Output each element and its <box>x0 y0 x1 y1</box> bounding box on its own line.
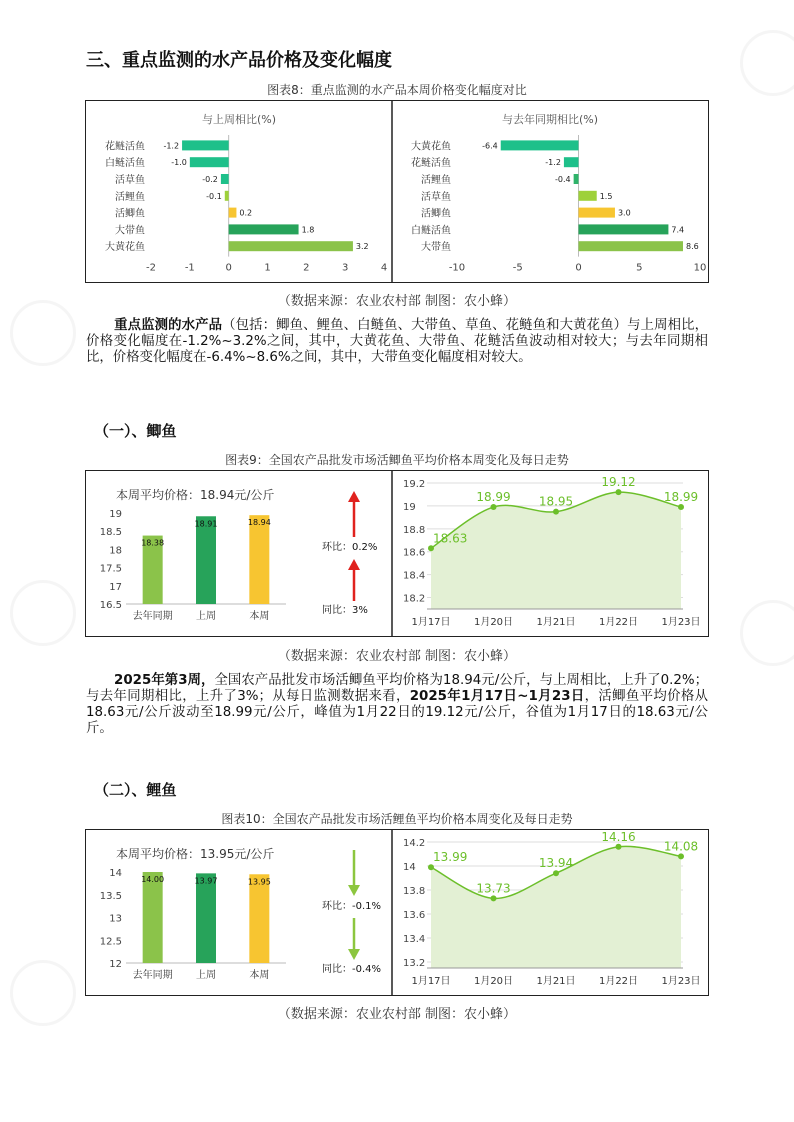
category-label: 活鲫鱼 <box>421 208 451 220</box>
bar <box>229 208 237 218</box>
category-label: 去年同期 <box>132 970 173 981</box>
x-tick-label: 1月20日 <box>473 976 514 987</box>
tick-label: 12 <box>109 959 122 970</box>
data-label: 18.95 <box>538 494 574 509</box>
tick-label: 19 <box>403 501 416 513</box>
data-point <box>678 504 684 510</box>
tick-label: 13.5 <box>99 890 122 902</box>
data-point <box>491 895 497 901</box>
tick-label: 13.2 <box>403 958 426 969</box>
category-label: 花鲢活鱼 <box>105 141 145 153</box>
figure-9-source: （数据来源：农业农村部 制图：农小蜂） <box>277 649 517 664</box>
data-point <box>491 504 497 510</box>
category-label: 活鲤鱼 <box>115 191 145 203</box>
tick-label: 18 <box>109 545 122 557</box>
data-label: 13.95 <box>247 877 271 887</box>
tick-label: 14.2 <box>403 838 426 849</box>
bar <box>249 515 269 604</box>
x-tick-label: 1月23日 <box>661 617 701 628</box>
figure-10-source: （数据来源：农业农村部 制图：农小蜂） <box>277 1007 517 1022</box>
data-label: -0.2 <box>202 175 218 184</box>
category-label: 白鲢活鱼 <box>105 158 145 170</box>
figure-8-caption: 图表8：重点监测的水产品本周价格变化幅度对比 <box>267 83 527 97</box>
tick-label: -2 <box>146 262 156 274</box>
carp-price-charts <box>86 830 708 995</box>
tick-label: 10 <box>693 262 707 274</box>
category-label: 活草鱼 <box>115 175 145 186</box>
data-label: 14.08 <box>663 839 699 854</box>
average-price-label: 本周平均价格：13.95元/公斤 <box>116 847 275 861</box>
bar <box>182 140 229 150</box>
tick-label: 17.5 <box>99 563 122 575</box>
category-label: 白鲢活鱼 <box>411 225 451 237</box>
x-tick-label: 1月21日 <box>536 617 576 628</box>
category-label: 大黄花鱼 <box>411 141 451 153</box>
bar <box>229 241 353 251</box>
x-tick-label: 1月17日 <box>411 976 451 987</box>
bar <box>229 224 299 234</box>
chart-title: 与去年同期相比(%) <box>501 113 599 126</box>
bar <box>196 873 216 963</box>
data-label: 18.38 <box>141 538 165 548</box>
tick-label: 13.4 <box>403 934 426 945</box>
figure-10-caption: 图表10：全国农产品批发市场活鲤鱼平均价格本周变化及每日走势 <box>221 812 573 826</box>
tick-label: 16.5 <box>99 600 122 611</box>
bar <box>564 157 579 167</box>
tick-label: 2 <box>303 262 310 274</box>
section-crucian-title: （一）、鲫鱼 <box>94 422 177 440</box>
tick-label: 0 <box>575 262 582 274</box>
tick-label: 13.6 <box>403 910 426 921</box>
category-label: 活鲫鱼 <box>115 208 145 220</box>
arrow-head <box>348 491 360 502</box>
x-tick-label: 1月22日 <box>598 976 639 987</box>
crucian-price-charts <box>86 471 708 636</box>
para-bold: 2025年1月17日~1月23日 <box>409 689 585 704</box>
tick-label: 14 <box>403 862 416 873</box>
category-label: 大黄花鱼 <box>105 242 145 254</box>
data-label: -0.4 <box>555 175 571 184</box>
data-label: 13.99 <box>433 850 468 865</box>
data-label: -1.0 <box>171 158 187 168</box>
data-label: 0.2 <box>239 208 253 218</box>
bar <box>579 224 669 234</box>
tick-label: -1 <box>184 262 195 274</box>
bar <box>225 191 229 201</box>
bar <box>196 516 216 604</box>
data-label: 13.94 <box>538 856 574 871</box>
average-price-label: 本周平均价格：18.94元/公斤 <box>116 488 275 502</box>
data-label: -0.1 <box>206 191 222 201</box>
data-point <box>616 489 622 495</box>
category-label: 本周 <box>249 611 270 622</box>
section-carp-title: （二）、鲤鱼 <box>94 781 177 799</box>
arrow-head <box>348 559 360 570</box>
change-comparison-charts <box>86 101 708 282</box>
para-text: 全国农产品批发市场活鲫鱼平均价格为18.94元/公斤，与上周相比，上升了0.2%；与去年同期相比，上升了3%；从每日监测数据来看， <box>86 673 708 704</box>
figure-10-panel <box>85 829 709 996</box>
data-label: 18.91 <box>194 519 218 529</box>
tick-label: 18.2 <box>403 593 426 605</box>
bar <box>579 191 597 201</box>
figure-9-caption: 图表9：全国农产品批发市场活鲫鱼平均价格本周变化及每日走势 <box>225 453 569 467</box>
bar <box>143 872 163 963</box>
bar <box>190 157 229 167</box>
watermark-logo <box>10 580 76 646</box>
data-label: 1.8 <box>301 225 315 235</box>
tick-label: 13.8 <box>403 886 426 897</box>
data-point <box>678 853 684 859</box>
ring-change-label: 环比：-0.1% <box>322 901 382 912</box>
x-tick-label: 1月22日 <box>598 617 639 628</box>
figure-9-panel <box>85 470 709 637</box>
data-label: 3.0 <box>617 208 631 218</box>
category-label: 上周 <box>196 611 216 622</box>
tick-label: 13 <box>109 913 122 925</box>
arrow-head <box>348 949 360 960</box>
data-label: 3.2 <box>355 242 369 252</box>
data-label: 18.63 <box>433 531 468 546</box>
bar <box>574 174 579 184</box>
para-bold: 2025年第3周， <box>114 673 215 688</box>
data-label: 1.5 <box>599 191 613 201</box>
bar <box>579 241 683 251</box>
tick-label: 0 <box>225 262 232 274</box>
bar <box>501 140 579 150</box>
data-label: 13.73 <box>476 881 511 896</box>
bar <box>579 208 615 218</box>
para-bold: 重点监测的水产品 <box>114 318 223 333</box>
data-point <box>553 509 559 515</box>
tick-label: 18.5 <box>99 527 122 539</box>
para-text: （包括：鲫鱼、鲤鱼、白鲢鱼、大带鱼、草鱼、花鲢鱼和大黄花鱼）与上周相比，价格变化幅度在-1.2%~3.2%之间，其中，大黄花鱼、大带鱼、花鲢活鱼波动相对较大；与去年同期相比，价格变化幅度在-6.4%~8.6%之间，其中，大带鱼变化幅度相对较大。 <box>86 318 708 365</box>
section-title: 三、重点监测的水产品价格及变化幅度 <box>86 50 392 71</box>
category-label: 去年同期 <box>132 611 173 622</box>
chart-title: 与上周相比(%) <box>201 113 277 126</box>
bar <box>221 174 229 184</box>
data-label: -6.4 <box>482 141 498 151</box>
x-tick-label: 1月23日 <box>661 976 701 987</box>
data-label: 18.99 <box>476 490 511 505</box>
data-point <box>616 844 622 850</box>
x-tick-label: 1月21日 <box>536 976 576 987</box>
tick-label: 4 <box>380 262 388 274</box>
data-label: 14.16 <box>601 830 636 844</box>
figure-8-source: （数据来源：农业农村部 制图：农小蜂） <box>277 294 517 309</box>
para-text: ，活鲫鱼平均价格从18.63元/公斤波动至18.99元/公斤，峰值为1月22日的19.12元/公斤，谷值为1月17日的18.63元/公斤。 <box>86 689 708 736</box>
tick-label: 17 <box>109 581 122 593</box>
category-label: 大带鱼 <box>421 242 451 254</box>
bar <box>249 874 269 963</box>
tick-label: 3 <box>341 262 349 274</box>
x-tick-label: 1月20日 <box>473 617 514 628</box>
data-label: 7.4 <box>671 225 685 235</box>
data-label: 18.99 <box>663 490 699 505</box>
tick-label: 12.5 <box>99 936 122 948</box>
tick-label: 19.2 <box>403 479 426 490</box>
yoy-change-label: 同比：3% <box>322 605 368 616</box>
data-label: 13.97 <box>194 876 218 886</box>
category-label: 本周 <box>249 970 270 981</box>
data-label: -1.2 <box>545 158 561 168</box>
data-label: 19.12 <box>601 475 636 490</box>
tick-label: 1 <box>264 262 271 274</box>
data-point <box>428 864 434 870</box>
tick-label: 18.6 <box>403 547 426 559</box>
data-label: 8.6 <box>685 242 699 252</box>
category-label: 上周 <box>196 970 216 981</box>
tick-label: -10 <box>448 262 466 274</box>
data-point <box>553 870 559 876</box>
paragraph-key-products <box>86 318 708 366</box>
yoy-change-label: 同比：-0.4% <box>322 964 382 975</box>
category-label: 活鲤鱼 <box>421 175 451 186</box>
data-label: 14.00 <box>141 875 165 884</box>
category-label: 花鲢活鱼 <box>411 158 451 170</box>
category-label: 活草鱼 <box>421 191 451 203</box>
data-point <box>428 545 434 551</box>
tick-label: 18.4 <box>403 570 426 582</box>
x-tick-label: 1月17日 <box>411 617 451 628</box>
watermark-logo <box>10 300 76 366</box>
arrow-head <box>348 885 360 896</box>
tick-label: -5 <box>512 262 523 274</box>
category-label: 大带鱼 <box>115 225 145 237</box>
data-label: -1.2 <box>163 141 180 151</box>
tick-label: 19 <box>109 509 122 520</box>
tick-label: 5 <box>636 262 643 274</box>
data-label: 18.94 <box>247 518 271 528</box>
tick-label: 14 <box>109 868 122 879</box>
figure-8-panel <box>85 100 709 283</box>
paragraph-crucian <box>86 673 708 737</box>
tick-label: 18.8 <box>403 524 426 536</box>
ring-change-label: 环比：0.2% <box>322 542 378 553</box>
